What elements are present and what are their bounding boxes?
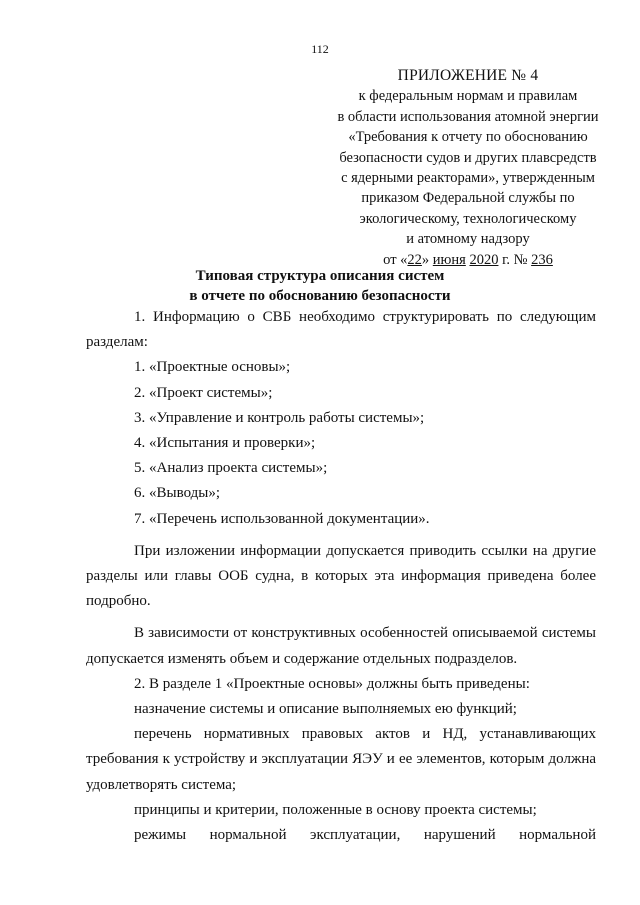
date-sep: г. № xyxy=(498,251,532,268)
appendix-heading: ПРИЛОЖЕНИЕ № 4 xyxy=(397,67,539,84)
paragraph-1: 1. Информацию о СВБ необходимо структурировать по следующим разделам: xyxy=(86,309,596,351)
appendix-header xyxy=(318,66,618,270)
order-number: 236 xyxy=(531,251,553,268)
appendix-line: «Требования к отчету по обоснованию xyxy=(348,129,588,146)
paragraph-5: назначение системы и описание выполняемых ею функций; xyxy=(134,701,517,718)
title-line-1: Типовая структура описания систем xyxy=(195,268,445,284)
date-prefix: от « xyxy=(383,251,408,268)
appendix-line: в области использования атомной энергии xyxy=(337,108,599,125)
appendix-line: экологическому, технологическому xyxy=(359,210,577,227)
paragraph-2: При изложении информации допускается приводить ссылки на другие разделы или главы ООБ судна, в которых эта информация приведена более подробно. xyxy=(86,542,596,610)
appendix-line: с ядерными реакторами», утвержденным xyxy=(341,170,595,187)
list-item: 1. «Проектные основы»; xyxy=(134,359,291,376)
document-body xyxy=(86,305,596,848)
date-day: 22 xyxy=(407,251,422,268)
appendix-line: и атомному надзору xyxy=(406,231,530,248)
list-item: 5. «Анализ проекта системы»; xyxy=(134,460,328,477)
list-item: 4. «Испытания и проверки»; xyxy=(134,435,316,452)
list-item: 3. «Управление и контроль работы системы»; xyxy=(134,409,425,426)
date-year: 2020 xyxy=(469,251,499,268)
date-sep: » xyxy=(421,251,433,268)
list-item: 6. «Выводы»; xyxy=(134,485,221,502)
appendix-line: к федеральным нормам и правилам xyxy=(358,88,578,105)
paragraph-8: режимы нормальной эксплуатации, нарушений нормальной xyxy=(134,827,596,844)
paragraph-3: В зависимости от конструктивных особенностей описываемой системы допускается изменять объем и содержание отдельных подразделов. xyxy=(86,625,596,667)
list-item: 2. «Проект системы»; xyxy=(134,384,273,401)
page-number: 112 xyxy=(311,42,329,56)
paragraph-7: принципы и критерии, положенные в основу проекта системы; xyxy=(134,801,537,818)
date-month: июня xyxy=(432,251,466,268)
title-line-2: в отчете по обоснованию безопасности xyxy=(189,288,451,304)
appendix-line: приказом Федеральной службы по xyxy=(361,190,575,207)
list-item: 7. «Перечень использованной документации». xyxy=(134,510,430,527)
appendix-line: безопасности судов и других плавсредств xyxy=(339,149,597,166)
paragraph-6: перечень нормативных правовых актов и НД, устанавливающих требования к устройству и эксплуатации ЯЭУ и ее элементов, которым должна удовлетворять система; xyxy=(86,726,596,793)
document-title xyxy=(0,266,640,306)
paragraph-4: 2. В разделе 1 «Проектные основы» должны быть приведены: xyxy=(134,675,530,692)
